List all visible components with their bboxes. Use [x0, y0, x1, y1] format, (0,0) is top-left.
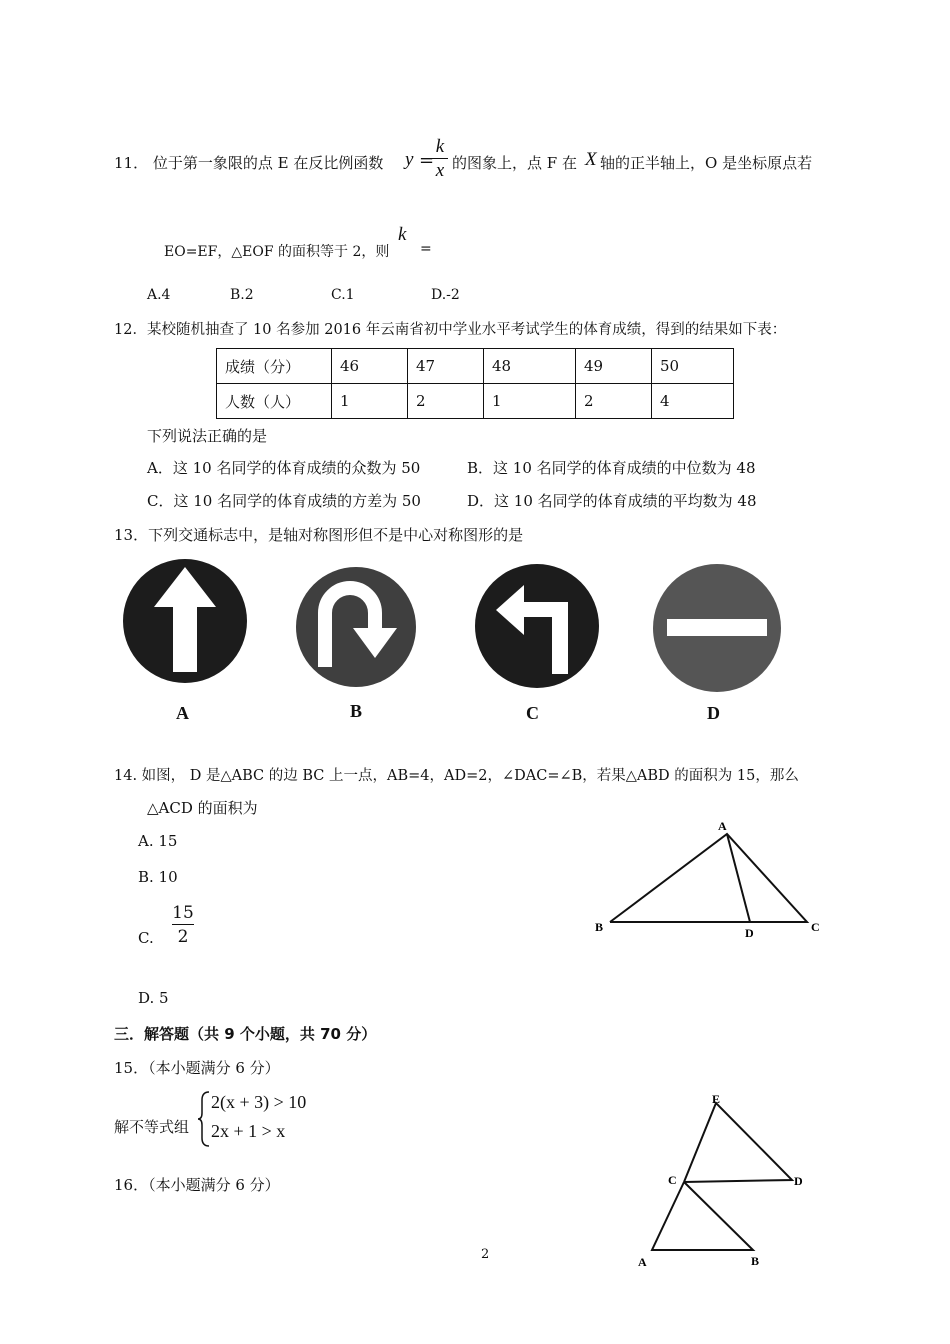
fig-label-c: C	[668, 1173, 677, 1187]
q11-equals-answer: =	[420, 241, 432, 257]
q12-option-d: D．这 10 名同学的体育成绩的平均数为 48	[467, 492, 757, 510]
q12-option-c: C．这 10 名同学的体育成绩的方差为 50	[147, 492, 421, 510]
sign-u-turn-icon	[296, 567, 416, 687]
sign-no-entry-icon	[653, 564, 781, 692]
traffic-signs-figure	[110, 555, 810, 730]
sign-label-d: D	[707, 703, 720, 723]
q16-head: 16．（本小题满分 6 分）	[114, 1176, 280, 1194]
q11-text-a: 位于第一象限的点 E 在反比例函数	[152, 154, 384, 172]
fig-label-b: B	[751, 1254, 760, 1268]
fig-label-d: D	[745, 926, 754, 940]
fig-label-c: C	[811, 920, 820, 934]
sign-label-b: B	[350, 701, 363, 721]
q11-axis-x: X	[585, 149, 597, 170]
q12-option-a: A．这 10 名同学的体育成绩的众数为 50	[147, 459, 421, 477]
q14-line2: △ACD 的面积为	[147, 799, 258, 817]
q11-frac-numerator: k	[435, 136, 445, 157]
q14-frac-numerator: 15	[172, 903, 194, 923]
q15-head: 15．（本小题满分 6 分）	[114, 1059, 280, 1077]
table-row	[217, 349, 734, 384]
q12-option-b: B．这 10 名同学的体育成绩的中位数为 48	[467, 459, 756, 477]
q11-k-answer: k	[398, 224, 407, 245]
q12-intro: 12．某校随机抽查了 10 名参加 2016 年云南省初中学业水平考试学生的体育成绩，得到的结果如下表：	[114, 322, 787, 338]
q11-option-d: D.-2	[431, 287, 460, 303]
sign-label-c: C	[526, 703, 539, 723]
table-cell: 成绩（分）	[217, 349, 332, 384]
q14-option-b: B. 10	[138, 868, 178, 886]
fig-label-d: D	[794, 1174, 803, 1188]
fig-label-a: A	[638, 1255, 647, 1269]
triangle-abc-figure	[585, 812, 825, 942]
table-cell: 4	[652, 384, 734, 419]
q11-text-c: 轴的正半轴上，O 是坐标原点若	[600, 154, 813, 172]
q14-option-d: D. 5	[138, 989, 169, 1007]
fig-label-e: E	[712, 1092, 721, 1106]
fig-label-a: A	[718, 819, 727, 833]
q13-text: 13．下列交通标志中，是轴对称图形但不是中心对称图形的是	[114, 526, 524, 544]
table-cell: 1	[332, 384, 408, 419]
q11-var-y: y	[405, 149, 414, 170]
q14-frac-denominator: 2	[177, 927, 189, 947]
fig-label-b: B	[595, 920, 604, 934]
q14-option-c-fraction	[172, 902, 194, 949]
sign-label-a: A	[176, 703, 189, 723]
table-cell: 1	[484, 384, 576, 419]
q11-number: 11．	[114, 154, 149, 172]
q11-line1	[114, 152, 383, 173]
system-brace-icon	[197, 1090, 211, 1148]
q11-text-b: 的图象上，点 F 在	[452, 154, 577, 172]
q11-option-a: A.4	[147, 287, 171, 303]
table-cell: 2	[408, 384, 484, 419]
section-3-heading: 三．解答题（共 9 个小题，共 70 分）	[114, 1025, 377, 1043]
table-cell: 48	[484, 349, 576, 384]
sign-straight-arrow-icon	[123, 559, 247, 683]
table-cell: 50	[652, 349, 734, 384]
sign-left-turn-icon	[475, 564, 599, 688]
table-cell: 47	[408, 349, 484, 384]
q15-inequality-2: 2x + 1 > x	[211, 1121, 286, 1141]
table-cell: 49	[576, 349, 652, 384]
table-cell: 人数（人）	[217, 384, 332, 419]
q12-stem: 下列说法正确的是	[147, 427, 268, 445]
q14-option-a: A. 15	[138, 832, 178, 850]
table-cell: 46	[332, 349, 408, 384]
q14-option-c-label: C.	[138, 929, 154, 947]
page-number: 2	[481, 1247, 490, 1262]
q15-inequality-1: 2(x + 3) > 10	[211, 1092, 307, 1112]
score-table	[216, 348, 734, 419]
q11-option-b: B.2	[230, 287, 254, 303]
q14-line1: 14. 如图， D 是△ABC 的边 BC 上一点，AB=4，AD=2，∠DAC=∠B，若果△ABD 的面积为 15，那么	[114, 768, 799, 784]
q11-equals: =	[419, 150, 435, 171]
q11-frac-denominator: x	[435, 160, 445, 181]
q11-fraction	[432, 136, 448, 183]
table-cell: 2	[576, 384, 652, 419]
triangles-ecd-abc-figure	[630, 1090, 820, 1272]
q15-lead: 解不等式组	[114, 1118, 190, 1136]
table-row	[217, 384, 734, 419]
q11-option-c: C.1	[331, 287, 355, 303]
q11-line2: EO=EF，△EOF 的面积等于 2，则	[164, 244, 390, 260]
